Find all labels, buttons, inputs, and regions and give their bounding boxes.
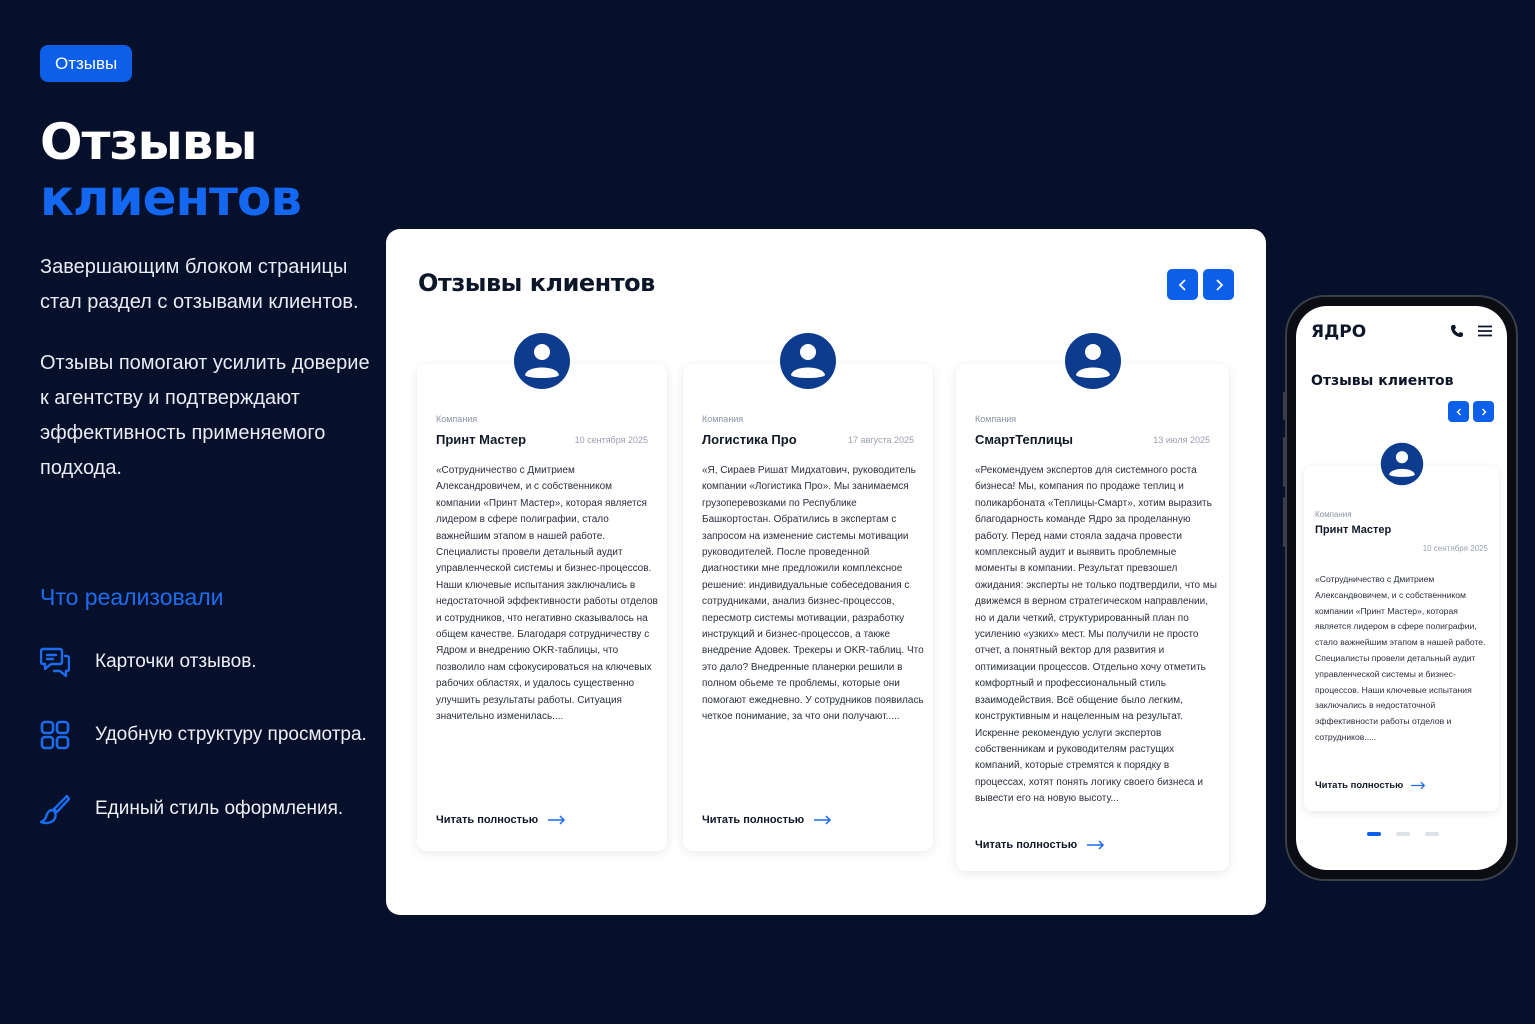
read-more-link[interactable]: [975, 839, 1105, 851]
avatar-icon: [1380, 442, 1424, 486]
chevron-right-icon: [1480, 408, 1488, 416]
read-more-label: Читать полностью: [702, 814, 805, 826]
review-text: «Сотрудничество с Дмитрием Александвовичем, и с собственником компании «Принт Мастер», которая является лидером в сфере полиграфии, стало важнейшим этапом в нашей работе. Специалисты провели детальный аудит управленческой системы и бизнес-процессов. Наши ключевые испытания заключались в недостаточной эффективности работы отделов и сотрудников.....: [1315, 574, 1486, 742]
feature-label: Карточки отзывов.: [95, 651, 257, 672]
pagination-dot-active[interactable]: [1367, 832, 1381, 836]
mobile-mockup: [1285, 295, 1518, 881]
arrow-right-icon: [814, 815, 832, 825]
company-label: Компания: [702, 414, 744, 424]
company-name: Принт Мастер: [1315, 524, 1392, 536]
intro-paragraph: Завершающим блоком страницы стал раздел с отзывами клиентов.: [40, 256, 359, 313]
read-more-link[interactable]: [1315, 780, 1426, 791]
pagination-dots: [1367, 832, 1454, 836]
company-label: Компания: [975, 414, 1017, 424]
grid-icon: [40, 719, 70, 751]
feature-item: [40, 793, 343, 825]
arrow-right-icon: [1087, 840, 1105, 850]
feature-label: Удобную структуру просмотра.: [95, 724, 367, 745]
pagination-dot[interactable]: [1425, 832, 1439, 836]
company-name: Принт Мастер: [436, 432, 527, 447]
prev-button[interactable]: [1448, 401, 1469, 422]
next-button[interactable]: [1473, 401, 1494, 422]
review-date: 13 июля 2025: [1153, 435, 1210, 445]
reviews-title: Отзывы клиентов: [1311, 373, 1454, 389]
review-card: [1304, 466, 1499, 811]
feature-item: [40, 646, 257, 678]
pagination-dot[interactable]: [1396, 832, 1410, 836]
review-card: [683, 364, 933, 851]
read-more-label: Читать полностью: [436, 814, 539, 826]
prev-button[interactable]: [1167, 269, 1198, 300]
hero-title-line1: Отзывы: [40, 113, 257, 171]
review-card: [956, 364, 1229, 871]
next-button[interactable]: [1203, 269, 1234, 300]
read-more-link[interactable]: [702, 814, 832, 826]
review-date: 10 сентября 2025: [574, 435, 648, 445]
phone-side-button: [1283, 437, 1286, 487]
feature-item: [40, 719, 367, 751]
review-date: 17 августа 2025: [847, 435, 914, 445]
chevron-right-icon: [1213, 279, 1225, 291]
avatar-icon: [513, 332, 571, 390]
company-name: Логистика Про: [702, 432, 797, 447]
company-name: СмартТеплицы: [975, 432, 1073, 447]
review-text: «Сотрудничество с Дмитрием Александровичем, и с собственником компании «Принт Мастер», которая является лидером в сфере полиграфии, стало важнейшим этапом в нашей работе. Специалисты провели детальный аудит управленческой системы и бизнес-процессов. Наши ключевые испытания заключались в недостаточной эффективности работы отделов и сотрудников, что негативно сказывалось на общем качестве. Благодаря сотрудничеству с Ядром и внедрению OKR-таблицы, что позволило нам сфокусироваться на ключевых рабочих областях, и удалось существенно улучшить результаты работы. Ситуация значительно изменилась....: [436, 465, 658, 723]
read-more-label: Читать полностью: [975, 839, 1078, 851]
phone-side-button: [1283, 497, 1286, 547]
brand-logo[interactable]: ЯДРО: [1311, 322, 1367, 342]
desktop-mockup: [386, 229, 1266, 915]
phone-side-button: [1283, 392, 1286, 420]
features-heading: Что реализовали: [40, 584, 224, 610]
read-more-link[interactable]: [436, 814, 566, 826]
hero-title-line2: клиентов: [40, 169, 302, 227]
phone-icon[interactable]: [1450, 324, 1464, 338]
hero-title: [40, 114, 301, 226]
phone-screen: [1296, 306, 1507, 870]
chat-icon: [40, 646, 70, 678]
avatar-icon: [779, 332, 837, 390]
section-badge: Отзывы: [40, 45, 132, 82]
menu-icon[interactable]: [1478, 325, 1492, 337]
feature-label: Единый стиль оформления.: [95, 798, 344, 819]
chevron-left-icon: [1177, 279, 1189, 291]
review-date: 10 сентября 2025: [1422, 544, 1488, 553]
reviews-title: Отзывы клиентов: [418, 269, 655, 297]
company-label: Компания: [436, 414, 478, 424]
intro-paragraph-2: Отзывы помогают усилить доверие к агентству и подтверждают эффективность применяемого подхода.: [40, 352, 370, 479]
review-text: «Рекомендуем экспертов для системного роста бизнеса! Мы, компания по продаже теплиц и поликарбоната «Теплицы-Смарт», хотим выразить благодарность команде Ядро за проделанную работу. Перед нами стояла задача провести комплексный аудит и выявить проблемные моменты в компании. Результат превзошел ожидания: эксперты не только подтвердили, что мы движемся в верном стратегическом направлении, но и дали четкий, структурированный план по усилению «узких» мест. Мы получили не просто отчет, а понятный вектор для развития и оптимизации процессов. Отдельно хочу отметить комфортный и профессиональный стиль взаимодействия. Всё общение было легким, конструктивным и нацеленным на результат. Искренне рекомендую услуги экспертов собственникам и руководителям растущих компаний, которые стремятся к порядку в процессах, хотят понять логику своего бизнеса и вывести его на новую высоту...: [975, 465, 1217, 805]
brush-icon: [40, 793, 70, 825]
chevron-left-icon: [1455, 408, 1463, 416]
arrow-right-icon: [548, 815, 566, 825]
review-text: «Я, Сираев Ришат Мидхатович, руководитель компании «Логистика Про». Мы занимаемся грузоперевозками по Республике Башкортостан. Обратились в экспертам с запросом на изменение системы мотивации руководителей. После проведенной диагностики мне предложили комплексное решение: индивидуальные собеседования с сотрудниками, анализ бизнес-процессов, пересмотр системы мотивации, разработку инструкций и бизнес-процессов, а также внедрение Адовек. Трекеры и OKR-таблиц. Что это дало? Внедренные планерки решили в полном обьеме те проблемы, которые они помогают ежедневно. У сотрудников появилась четкое понимание, за что они получают.....: [702, 465, 924, 723]
company-label: Компания: [1315, 510, 1352, 519]
review-card: [417, 364, 667, 851]
read-more-label: Читать полностью: [1315, 780, 1404, 791]
avatar-icon: [1064, 332, 1122, 390]
arrow-right-icon: [1411, 781, 1426, 790]
